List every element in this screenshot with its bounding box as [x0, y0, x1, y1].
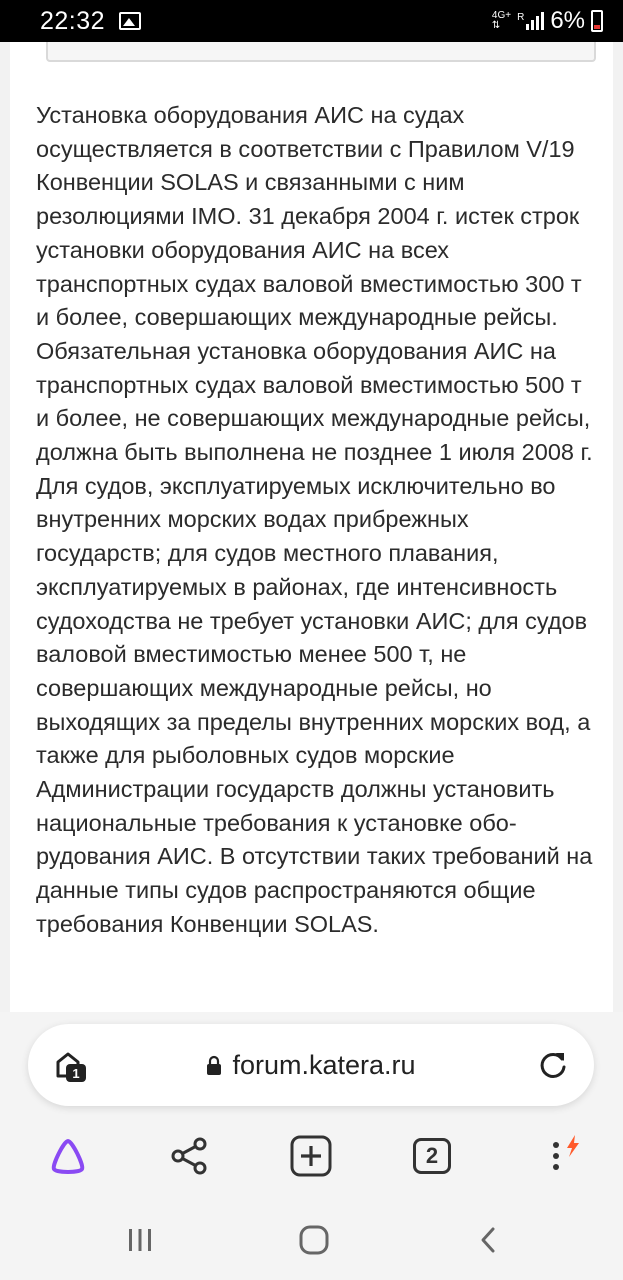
recent-apps-icon[interactable] — [120, 1222, 160, 1258]
address-bar[interactable] — [28, 1024, 594, 1106]
reload-icon[interactable] — [538, 1050, 568, 1080]
home-tab-badge: 1 — [72, 1066, 80, 1081]
new-tab-icon[interactable] — [285, 1130, 337, 1182]
status-bar — [0, 0, 623, 42]
quote-block — [46, 42, 596, 62]
network-type: 4G+ — [491, 10, 512, 21]
alice-icon[interactable] — [42, 1130, 94, 1182]
browser-bottom-bar — [0, 1012, 623, 1202]
signal-icon — [517, 12, 544, 30]
url-text[interactable]: forum.katera.ru — [232, 1049, 416, 1080]
battery-icon — [591, 10, 603, 32]
back-icon[interactable] — [468, 1222, 508, 1258]
url-group[interactable] — [28, 1024, 594, 1106]
status-indicators — [492, 7, 603, 35]
gallery-icon — [119, 12, 141, 30]
status-time: 22:32 — [40, 6, 106, 35]
browser-toolbar — [0, 1130, 623, 1182]
home-icon[interactable] — [294, 1222, 334, 1258]
article-text — [36, 99, 596, 942]
network-indicator — [492, 11, 511, 31]
share-icon[interactable] — [163, 1130, 215, 1182]
tabs-icon[interactable] — [406, 1130, 458, 1182]
web-page[interactable] — [0, 42, 623, 1012]
signal-roaming: R — [517, 12, 525, 23]
article-paragraph: Для судов, эксплуатируемых исключительно во внутренних морских водах прибрежных государств; для судов местного плавания, эксплуатируемых в районах, где интенсивность судоходства не требует установки АИС; для судов валовой вместимостью менее 500 т, не совершающих международные рейсы, но выходящих за пределы внутренних морских вод, а также для рыболовных судов морские Администрации государств должны установить национальные требования к установке обо-рудования АИС. В отсутствии таких требований на данные типы судов распространяются общие требования Конвенции SOLAS. — [36, 472, 593, 937]
flash-badge-icon — [567, 1135, 579, 1157]
system-nav-bar — [0, 1202, 623, 1280]
battery-percent: 6% — [550, 7, 585, 34]
lock-icon — [206, 1055, 222, 1075]
tabs-count: 2 — [413, 1138, 451, 1174]
article-paragraph: Установка оборудования АИС на судах осуществляется в соответствии с Правилом V/19 Конвенции SOLAS и связанными с ним резолюциями IMO. 31 декабря 2004 г. истек строк установки оборудования АИС на всех транспортных судах валовой вместимостью 300 т и более, совершающих международные рейсы. Обязательная установка оборудования АИС на транспортных судах валовой вместимостью 500 т и более, не совершающих международные рейсы, должна быть выполнена не позднее 1 июля 2008 г. — [36, 102, 593, 466]
menu-icon[interactable] — [536, 1130, 588, 1182]
network-arrows-icon: ⇅ — [491, 20, 501, 31]
